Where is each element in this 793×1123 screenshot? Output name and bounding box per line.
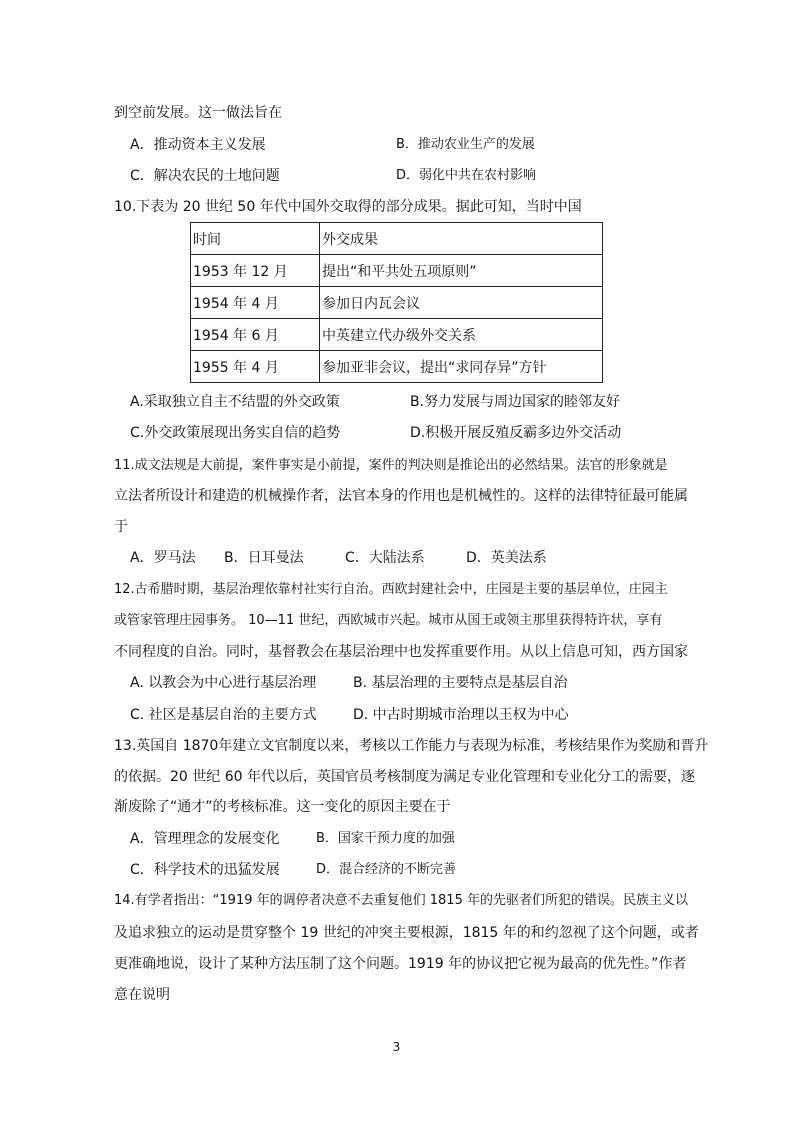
- q12-option-c: C. 社区是基层自治的主要方式: [130, 707, 317, 723]
- q11-line-3: 于: [114, 519, 128, 535]
- q14-line-1: 14.有学者指出：“1919 年的调停者决意不去重复他们 1815 年的先驱者们所犯的错误。民族主义以: [114, 893, 688, 908]
- table-cell-result: 提出“和平共处五项原则”: [320, 255, 603, 287]
- diplomacy-results-table: [190, 222, 603, 383]
- q13-option-d: D．混合经济的不断完善: [316, 862, 457, 877]
- page-number: 3: [392, 1040, 401, 1054]
- q9-stem-end: 到空前发展。这一做法旨在: [114, 105, 282, 121]
- table-header-time: 时间: [191, 223, 320, 255]
- q9-option-d: D．弱化中共在农村影响: [396, 168, 537, 183]
- q13-line-3: 渐废除了“通才”的考核标准。这一变化的原因主要在于: [114, 799, 451, 815]
- q10-stem: 10.下表为 20 世纪 50 年代中国外交取得的部分成果。据此可知，当时中国: [114, 199, 582, 215]
- q10-option-d: D.积极开展反殖反霸多边外交活动: [410, 425, 622, 441]
- q10-option-b: B.努力发展与周边国家的睦邻友好: [410, 394, 621, 410]
- q12-option-b: B. 基层治理的主要特点是基层自治: [353, 675, 568, 691]
- table-row: [191, 287, 603, 319]
- q12-option-a: A. 以教会为中心进行基层治理: [130, 675, 317, 691]
- q13-option-b: B．国家干预力度的加强: [316, 831, 455, 846]
- q11-option-a: A．罗马法: [130, 550, 196, 566]
- table-cell-time: 1955 年 4 月: [191, 351, 320, 383]
- table-row: [191, 351, 603, 383]
- q13-line-1: 13.英国自 1870年建立文官制度以来，考核以工作能力与表现为标准，考核结果作为奖励和晋升: [114, 738, 709, 754]
- q11-option-c: C．大陆法系: [345, 550, 425, 566]
- q11-line-1: 11.成文法规是大前提，案件事实是小前提，案件的判决则是推论出的必然结果。法官的形象就是: [114, 458, 668, 473]
- q11-line-2: 立法者所设计和建造的机械操作者，法官本身的作用也是机械性的。这样的法律特征最可能属: [114, 488, 688, 504]
- q12-line-2: 或管家管理庄园事务。 10—11 世纪，西欧城市兴起。城市从国王或领主那里获得特许状，享有: [114, 613, 663, 628]
- table-cell-time: 1954 年 6 月: [191, 319, 320, 351]
- table-row: [191, 319, 603, 351]
- q11-option-b: B．日耳曼法: [224, 550, 304, 566]
- q12-line-3: 不同程度的自治。同时，基督教会在基层治理中也发挥重要作用。从以上信息可知，西方国家: [114, 644, 688, 660]
- q14-line-4: 意在说明: [114, 987, 170, 1003]
- table-header-result: 外交成果: [320, 223, 603, 255]
- q9-option-c: C．解决农民的土地问题: [130, 168, 280, 184]
- q13-line-2: 的依据。20 世纪 60 年代以后，英国官员考核制度为满足专业化管理和专业化分工的需要，逐: [114, 769, 695, 785]
- table-header-row: [191, 223, 603, 255]
- table-cell-result: 参加日内瓦会议: [320, 287, 603, 319]
- q13-option-c: C．科学技术的迅猛发展: [130, 862, 280, 878]
- table-row: [191, 255, 603, 287]
- q14-line-3: 更准确地说，设计了某种方法压制了这个问题。1919 年的协议把它视为最高的优先性。”作者: [114, 956, 687, 972]
- q10-option-c: C.外交政策展现出务实自信的趋势: [130, 425, 341, 441]
- q11-option-d: D．英美法系: [466, 550, 547, 566]
- table-cell-result: 参加亚非会议，提出“求同存异”方针: [320, 351, 603, 383]
- q10-option-a: A.采取独立自主不结盟的外交政策: [130, 394, 340, 410]
- q13-option-a: A．管理理念的发展变化: [130, 831, 280, 847]
- q9-option-a: A．推动资本主义发展: [130, 137, 266, 153]
- q12-option-d: D. 中古时期城市治理以王权为中心: [353, 707, 569, 723]
- table-cell-time: 1954 年 4 月: [191, 287, 320, 319]
- table-cell-time: 1953 年 12 月: [191, 255, 320, 287]
- q14-line-2: 及追求独立的运动是贯穿整个 19 世纪的冲突主要根源，1815 年的和约忽视了这个问题，或者: [114, 925, 699, 941]
- q9-option-b: B．推动农业生产的发展: [396, 137, 535, 152]
- q12-line-1: 12.古希腊时期，基层治理依靠村社实行自治。西欧封建社会中，庄园是主要的基层单位，庄园主: [114, 582, 668, 597]
- table-cell-result: 中英建立代办级外交关系: [320, 319, 603, 351]
